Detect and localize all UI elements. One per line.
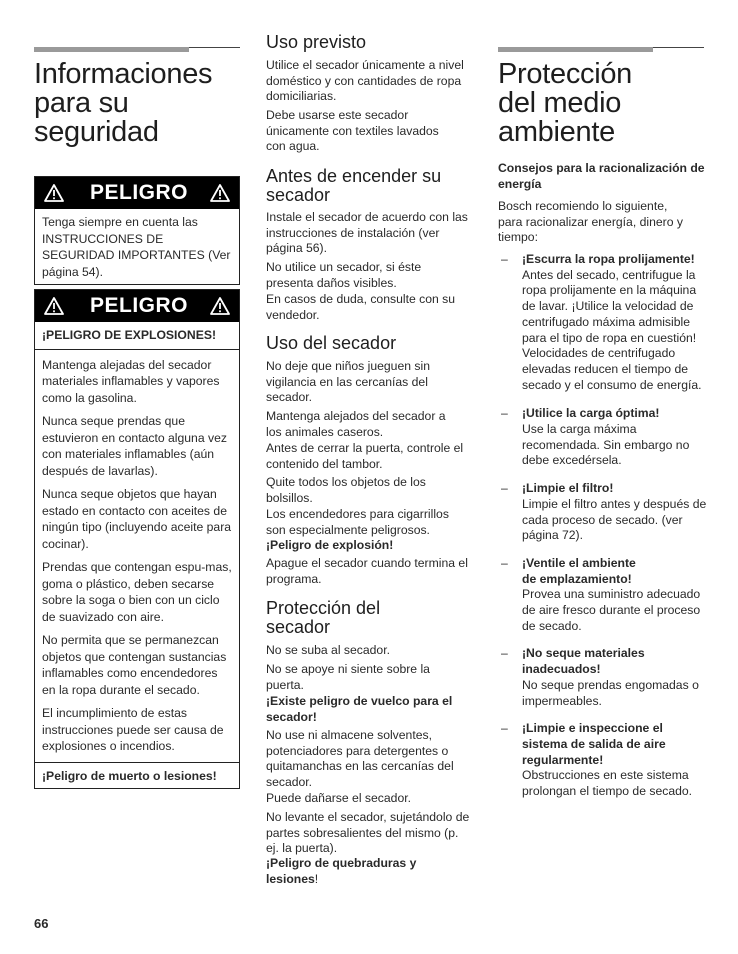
danger-header [35,290,239,322]
warning-text: ¡Existe peligro de vuelco para el secador! [266,694,453,724]
paragraph: No deje que niños jueguen sin vigilancia en las cercanías del secador. [266,359,430,405]
dash-marker: – [501,721,508,736]
heading-uso-previsto: Uso previsto [266,32,367,52]
paragraph: Los encendedores para cigarrillos son especialmente peligrosos. [266,507,449,537]
danger-paragraph: El incumplimiento de estas instrucciones puede ser causa de explosiones o incendios. [42,706,224,753]
section-rule-bar [498,47,653,52]
danger-body [35,322,239,788]
paragraph: En casos de duda, consulte con su vendedor. [266,292,456,322]
list-item [498,481,708,544]
paragraph: No se apoye ni siente sobre la puerta. [266,662,430,692]
safety-title: Informaciones para su seguridad [34,58,213,148]
paragraph: No utilice un secador, si éste presenta daños visibles. [266,260,422,290]
list-item [498,556,708,635]
tip-text: No seque prendas engomadas o impermeables. [522,677,699,708]
exclamation: ! [314,871,319,886]
energy-subtitle: Consejos para la racionalización de energía [498,161,705,191]
dash-marker: – [501,406,508,421]
heading-antes-de-encender: Antes de encender su secador [266,166,442,205]
tip-title: ¡Escurra la ropa prolijamente! [522,252,695,266]
danger-box-2 [34,289,240,789]
danger-header [35,177,239,209]
danger-paragraph: Mantenga alejadas del secador materiales inflamables y vapores como la gasolina. [42,357,220,405]
paragraph: Debe usarse este secador únicamente con textiles lavados con agua. [266,108,439,154]
danger-label: PELIGRO [89,181,188,204]
paragraph: Apague el secador cuando termina el programa. [266,556,468,586]
tip-title: ¡Limpie e inspeccione el sistema de salida de aire regularmente! [522,721,666,767]
paragraph: No se suba al secador. [266,643,390,657]
environment-title: Protección del medio ambiente [498,58,633,148]
dash-marker: – [501,252,508,266]
danger-text: Tenga siempre en cuenta las INSTRUCCIONES DE SEGURIDAD IMPORTANTES (Ver página 54). [42,215,231,279]
warning-text: ¡Peligro de explosión! [266,538,394,552]
warning-triangle-icon [210,184,230,202]
tip-text: Obstrucciones en este sistema prolongan el tiempo de secado. [522,768,693,799]
heading-proteccion-del-secador: Protección del secador [266,598,381,637]
page-number: 66 [34,916,49,931]
list-item [498,252,708,393]
section-rule-bar [34,47,189,52]
tip-text: Antes del secado, centrifugue la ropa prolijamente en la máquina de lavar. ¡Utilice la velocidad de centrifugado máxima admisible para el tipo de ropa en cuestión! Velocidades de centrifugado elevadas reducen el tiempo de secado y el consumo de energía. [522,267,702,392]
paragraph: Utilice el secador únicamente a nivel doméstico y con cantidades de ropa domiciliarias. [266,58,464,104]
tip-text: Limpie el filtro antes y después de cada proceso de secado. (ver página 72). [522,496,707,543]
intro-paragraph: Bosch recomiendo lo siguiente, para racionalizar energía, dinero y tiempo: [498,199,683,245]
danger-paragraph: No permita que se permanezcan objetos que contengan sustancias inflamables como encendedores en la ropa durante el secado. [42,633,227,697]
danger-paragraph: Nunca seque objetos que hayan estado en contacto con aceites de ningún tipo (incluyendo aceite para cocinar). [42,487,232,551]
list-item [498,721,708,800]
tip-title: ¡Ventile el ambiente de emplazamiento! [522,555,636,586]
paragraph: No levante el secador, sujetándolo de partes sobresalientes del mismo (p. ej. la puerta). [266,810,470,856]
warning-triangle-icon [210,297,230,315]
list-item [498,406,708,469]
paragraph [266,856,426,887]
danger-box-1 [34,176,240,285]
dash-marker: – [501,555,508,570]
energy-tips-list [498,252,708,809]
paragraph: Instale el secador de acuerdo con las instrucciones de instalación (ver página 56). [266,210,468,256]
tip-title: ¡Utilice la carga óptima! [522,406,660,421]
list-item [498,646,708,709]
warning-text: ¡Peligro de quebraduras y lesiones [266,856,417,886]
dash-marker: – [501,646,508,661]
paragraph: No use ni almacene solventes, potenciadores para detergentes o quitamanchas en las cercanías del secador. [266,728,454,790]
warning-triangle-icon [44,297,64,315]
tip-text: Provea una suministro adecuado de aire fresco durante el proceso de secado. [522,587,701,633]
explosion-heading: ¡PELIGRO DE EXPLOSIONES! [35,327,239,350]
paragraph: Mantenga alejados del secador a los animales caseros. [266,409,446,439]
danger-footer: ¡Peligro de muerto o lesiones! [35,762,239,789]
danger-body [35,209,239,284]
tip-text: Use la carga máxima recomendada. Sin embargo no debe excedérsela. [522,422,690,468]
paragraph: Quite todos los objetos de los bolsillos. [266,475,426,505]
dash-marker: – [501,481,508,496]
tip-title: ¡Limpie el filtro! [522,481,614,496]
warning-triangle-icon [44,184,64,202]
danger-paragraph: Prendas que contengan espu-mas, goma o plástico, deben secarse sobre la soga o bien con un ciclo de suavizado con aire. [42,560,232,624]
paragraph: Puede dañarse el secador. [266,791,411,805]
heading-uso-del-secador: Uso del secador [266,333,397,353]
tip-title: ¡No seque materiales inadecuados! [522,646,645,677]
danger-paragraph: Nunca seque prendas que estuvieron en contacto alguna vez con materiales inflamables (aún después de lavarlas). [42,414,227,478]
danger-label: PELIGRO [89,294,188,317]
paragraph: Antes de cerrar la puerta, controle el contenido del tambor. [266,441,464,471]
